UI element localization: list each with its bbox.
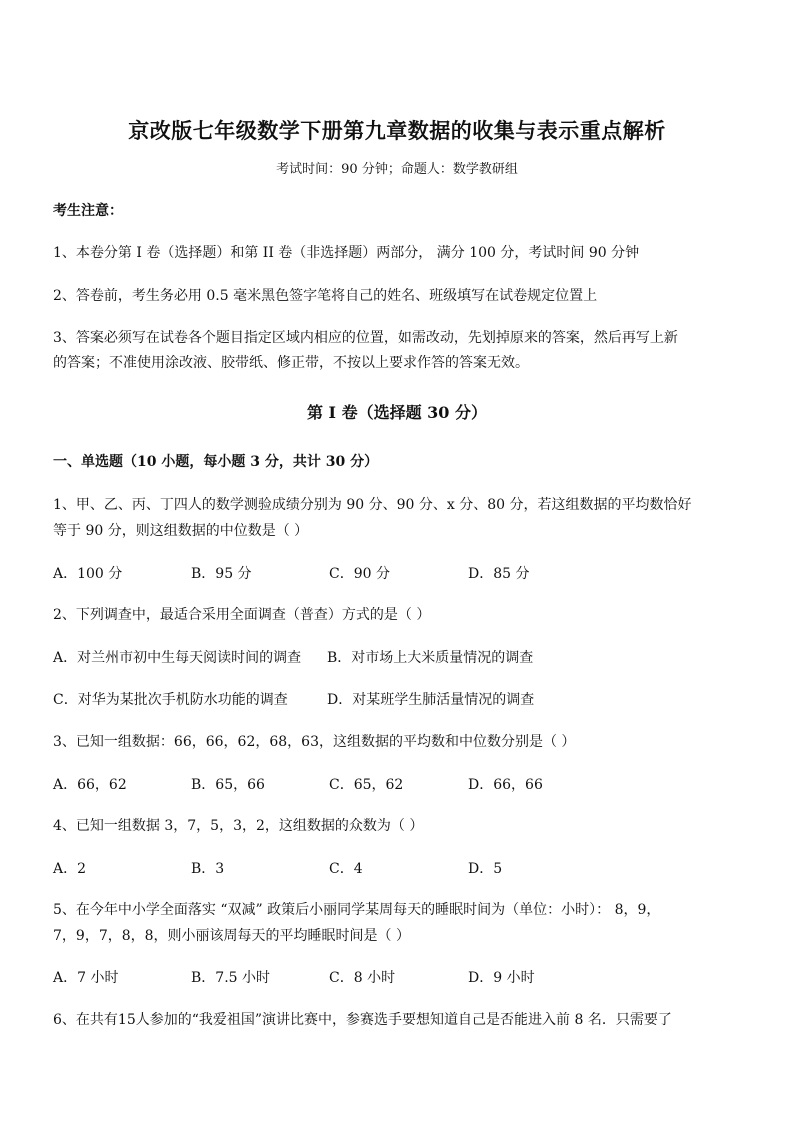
- question-3-option-a: A．66，62: [53, 777, 127, 793]
- question-2-line-1: 2、下列调查中，最适合采用全面调查（普查）方式的是（ ）: [53, 607, 431, 623]
- notice-item: 2、答卷前，考生务必用 0.5 毫米黑色签字笔将自己的姓名、班级填写在试卷规定位置上: [53, 288, 598, 304]
- question-3-option-d: D．66，66: [468, 777, 543, 793]
- question-5-option-d: D．9 小时: [468, 970, 535, 986]
- question-5-option-a: A．7 小时: [53, 970, 119, 986]
- question-1-option-d: D．85 分: [468, 566, 530, 582]
- question-3-option-b: B．65，66: [191, 777, 265, 793]
- question-1-line-1: 1、甲、乙、丙、丁四人的数学测验成绩分别为 90 分、90 分、x 分、80 分，若这组数据的平均数恰好: [53, 497, 692, 513]
- question-3-line-1: 3、已知一组数据：66，66，62，68，63，这组数据的平均数和中位数分别是（ ）: [53, 734, 576, 750]
- question-5-line-1: 5、在今年中小学全面落实 “双减” 政策后小丽同学某周每天的睡眠时间为（单位：小时）： 8，9，: [53, 902, 661, 918]
- notice-item: 1、本卷分第 I 卷（选择题）和第 II 卷（非选择题）两部分， 满分 100 分，考试时间 90 分钟: [53, 245, 640, 261]
- question-5-option-c: C．8 小时: [329, 970, 396, 986]
- question-4-option-d: D．5: [468, 861, 503, 877]
- question-1-line-2: 等于 90 分，则这组数据的中位数是（ ）: [53, 523, 309, 539]
- notice-item: 的答案；不准使用涂改液、胶带纸、修正带，不按以上要求作答的答案无效。: [53, 355, 529, 371]
- question-5-option-b: B．7.5 小时: [191, 970, 271, 986]
- question-2-option-a: A．对兰州市初中生每天阅读时间的调查: [53, 650, 302, 666]
- question-2-option-b: B．对市场上大米质量情况的调查: [327, 650, 534, 666]
- part-heading: 一、单选题（10 小题，每小题 3 分，共计 30 分）: [53, 454, 379, 470]
- question-1-option-c: C．90 分: [329, 566, 390, 582]
- question-2-option-c: C．对华为某批次手机防水功能的调查: [53, 692, 288, 708]
- exam-title: 京改版七年级数学下册第九章数据的收集与表示重点解析: [128, 118, 666, 143]
- exam-subtitle: 考试时间：90 分钟；命题人：数学教研组: [276, 162, 518, 177]
- question-1-option-a: A．100 分: [53, 566, 123, 582]
- question-6-line-1: 6、在共有15人参加的“我爱祖国”演讲比赛中，参赛选手要想知道自己是否能进入前 8 名．只需要了: [53, 1012, 672, 1028]
- question-5-line-2: 7，9，7，8，8，则小丽该周每天的平均睡眠时间是（ ）: [53, 928, 410, 944]
- question-2-option-d: D．对某班学生肺活量情况的调查: [327, 692, 535, 708]
- notice-item: 3、答案必须写在试卷各个题目指定区域内相应的位置，如需改动，先划掉原来的答案，然后再写上新: [53, 330, 678, 346]
- question-4-line-1: 4、已知一组数据 3，7，5，3，2，这组数据的众数为（ ）: [53, 818, 424, 834]
- question-4-option-c: C．4: [329, 861, 363, 877]
- question-3-option-c: C．65，62: [329, 777, 404, 793]
- notice-heading: 考生注意：: [53, 203, 123, 219]
- question-1-option-b: B．95 分: [191, 566, 252, 582]
- question-4-option-b: B．3: [191, 861, 225, 877]
- section-title: 第 I 卷（选择题 30 分）: [306, 403, 488, 422]
- question-4-option-a: A．2: [53, 861, 87, 877]
